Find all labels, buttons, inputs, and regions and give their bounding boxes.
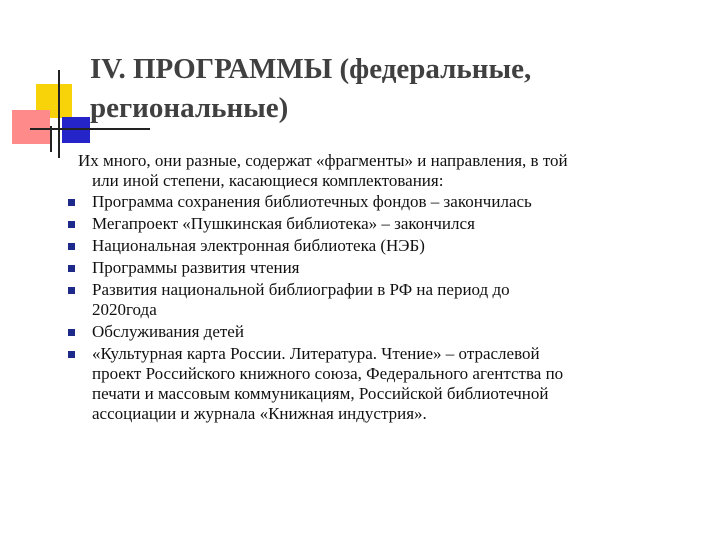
slide-title	[90, 50, 690, 128]
intro-line-1: Их много, они разные, содержат «фрагменты» и направления, в той	[78, 151, 568, 170]
square-bullet-icon	[68, 199, 75, 206]
square-bullet-icon	[68, 243, 75, 250]
slide-body	[58, 151, 658, 426]
intro-line-2: или иной степени, касающиеся комплектования:	[92, 171, 444, 190]
list-item	[58, 258, 658, 278]
square-bullet-icon	[68, 351, 75, 358]
square-bullet-icon	[68, 287, 75, 294]
list-item-text: печати и массовым коммуникациям, Российской библиотечной	[92, 384, 549, 403]
list-item	[58, 344, 658, 424]
list-item-text: проект Российского книжного союза, Федерального агентства по	[92, 364, 564, 383]
list-item-text: Национальная электронная библиотека (НЭБ)	[92, 236, 425, 255]
decor-short-vertical-line	[50, 126, 52, 152]
list-item	[58, 236, 658, 256]
list-item-text: ассоциации и журнала «Книжная индустрия».	[92, 404, 427, 423]
list-item-text: Развития национальной библиографии в РФ на период до	[92, 280, 510, 299]
list-item	[58, 214, 658, 234]
bullet-list	[58, 192, 658, 424]
title-line-2: региональные)	[90, 92, 289, 124]
decor-blue-square	[62, 117, 90, 143]
list-item-text: Программа сохранения библиотечных фондов – закончилась	[92, 192, 532, 211]
title-line-1: IV. ПРОГРАММЫ (федеральные,	[90, 53, 532, 85]
list-item-text: «Культурная карта России. Литература. Чтение» – отраслевой	[92, 344, 540, 363]
decor-red-square	[12, 110, 50, 144]
list-item-text: Мегапроект «Пушкинская библиотека» – закончился	[92, 214, 475, 233]
list-item-text: Программы развития чтения	[92, 258, 300, 277]
list-item	[58, 280, 658, 320]
square-bullet-icon	[68, 265, 75, 272]
square-bullet-icon	[68, 221, 75, 228]
list-item-text: Обслуживания детей	[92, 322, 244, 341]
intro-paragraph	[58, 151, 658, 191]
list-item-text: 2020года	[92, 300, 157, 319]
decor-vertical-line	[58, 70, 60, 158]
square-bullet-icon	[68, 329, 75, 336]
list-item	[58, 322, 658, 342]
decor-horizontal-line	[30, 128, 150, 130]
list-item	[58, 192, 658, 212]
